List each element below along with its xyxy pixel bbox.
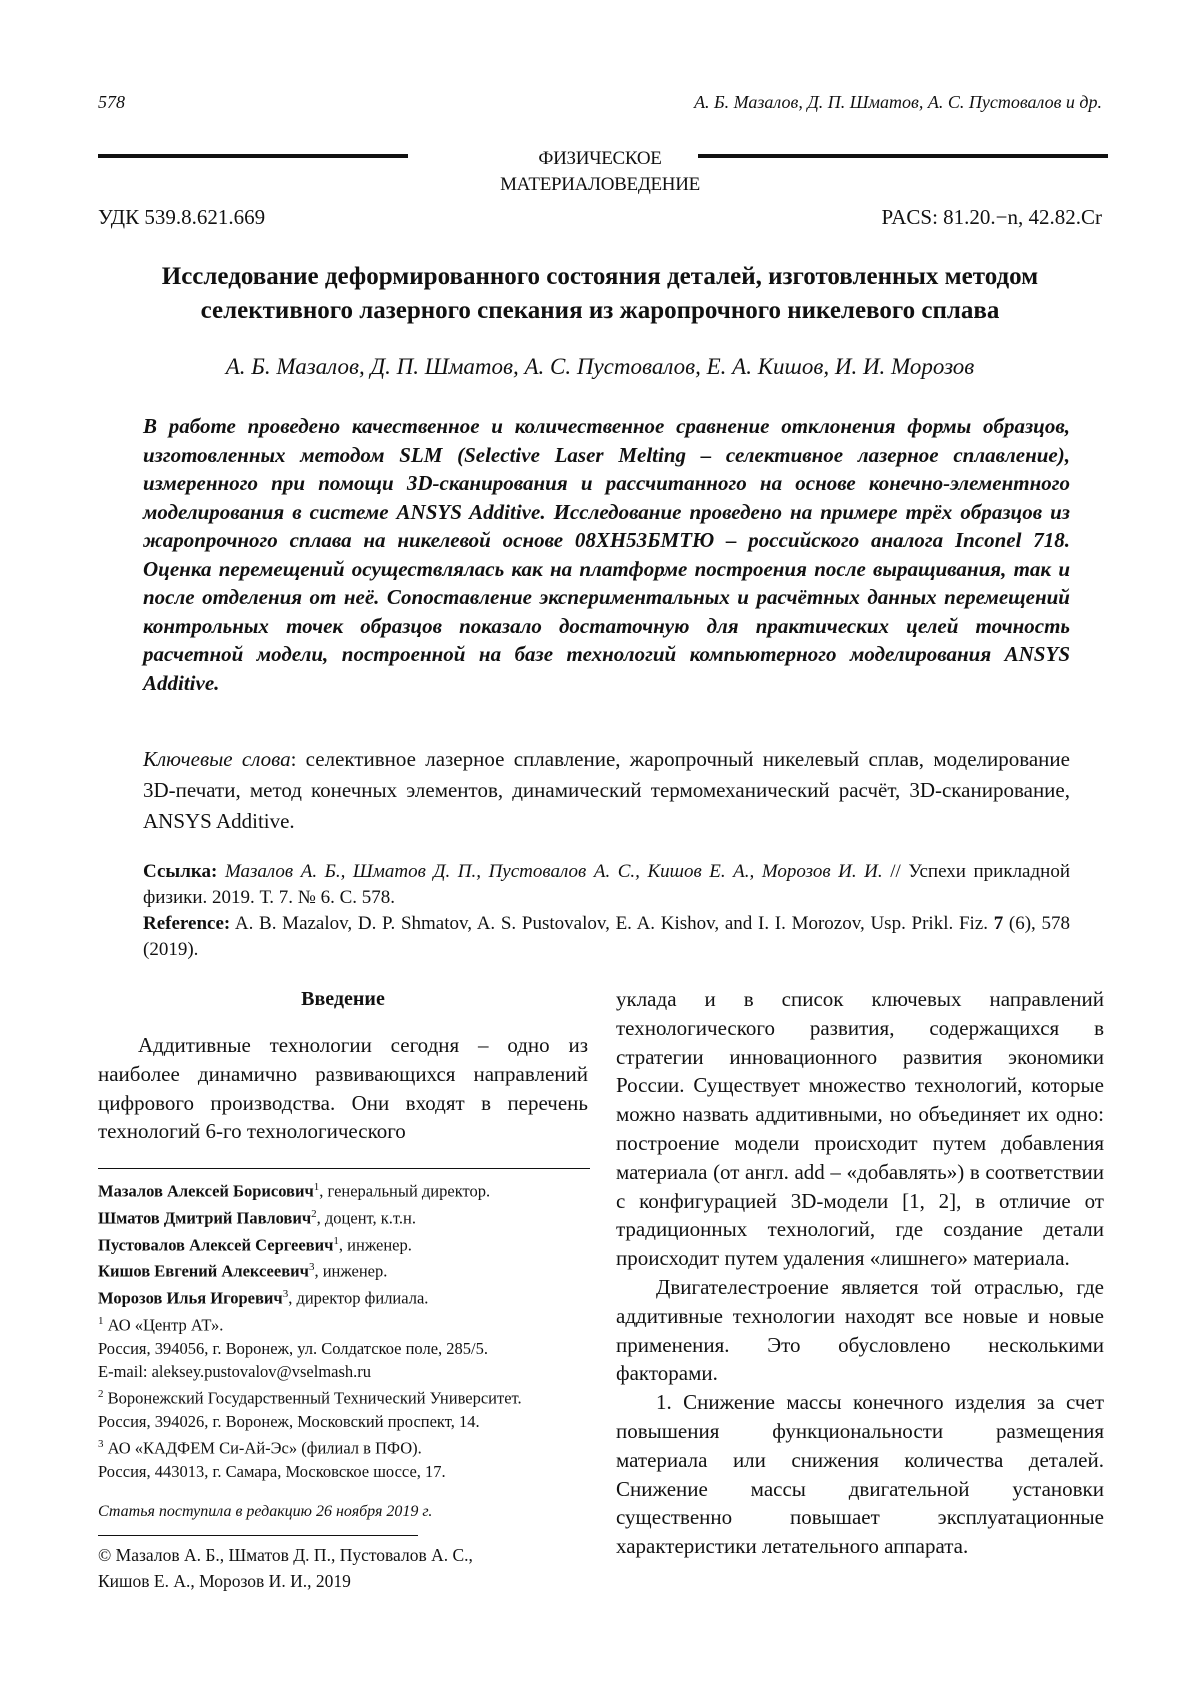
- author-footnote: [98, 1176, 588, 1484]
- affiliation-1-email: E-mail: aleksey.pustovalov@vselmash.ru: [98, 1362, 372, 1382]
- right-column: [616, 985, 1104, 1561]
- keywords: [143, 744, 1070, 837]
- running-head: А. Б. Мазалов, Д. П. Шматов, А. С. Пустовалов и др.: [694, 92, 1102, 112]
- reference-text-b: (6), 578 (2019).: [143, 913, 1071, 960]
- right-paragraph-2: Двигателестроение является той отраслью, где аддитивные технологии находят все новые и новые применения. Это обусловлено несколькими факторами.: [616, 1274, 1104, 1386]
- page-number: 578: [98, 92, 125, 112]
- title-line-1: Исследование деформированного состояния деталей, изготовленных методом: [161, 263, 1039, 290]
- citation-block: [143, 859, 1070, 963]
- citation-source: // Успехи прикладной физики. 2019. Т. 7. № 6. С. 578.: [143, 861, 1070, 908]
- footnote-author-5: Морозов Илья Игоревич$^3$, директор филиала.: [98, 1288, 429, 1308]
- section-line-2: МАТЕРИАЛОВЕДЕНИЕ: [500, 174, 700, 195]
- keywords-text: : селективное лазерное сплавление, жаропрочный никелевый сплав, моделирование 3D-печати, метод конечных элементов, динамический термомеханический расчёт, 3D-сканирование, ANSYS Additive.: [143, 747, 1070, 833]
- right-paragraph-1: уклада и в список ключевых направлений технологического развития, содержащихся в стратегии инновационного развития экономики России. Существует множество технологий, которые можно назвать аддитивными, но объединяет их одно: построение модели происходит путем добавления материала (от англ. add – «добавлять») в соответствии с конфигурацией 3D-модели [1, 2], в отличие от традиционных технологий, где создание детали происходит путем удаления «лишнего» материала.: [616, 987, 1104, 1271]
- footnote-rule: [98, 1168, 590, 1169]
- citation-authors: Мазалов А. Б., Шматов Д. П., Пустовалов А. С., Кишов Е. А., Морозов И. И.: [224, 861, 883, 882]
- right-paragraph-3: 1. Снижение массы конечного изделия за счет повышения функциональности размещения материала или снижения количества деталей. Снижение массы двигательной установки существенно повышает эксплуатационные характеристики летательного аппарата.: [616, 1390, 1104, 1559]
- affiliation-2-address: Россия, 394026, г. Воронеж, Московский проспект, 14.: [98, 1412, 480, 1432]
- article-title: [90, 260, 1110, 328]
- citation-label: Ссылка:: [143, 861, 218, 882]
- intro-paragraph: Аддитивные технологии сегодня – одно из наиболее динамично развивающихся направлений цифрового производства. Они входят в перечень технологий 6-го технологического: [98, 1033, 588, 1144]
- abstract: В работе проведено качественное и количественное сравнение отклонения формы образцов, изготовленных методом SLM (Selective Laser Melting – селективное лазерное сплавление), измеренного при помощи 3D-сканирования и рассчитанного на основе конечно-элементного моделирования в системе ANSYS Additive. Исследование проведено на примере трёх образцов из жаропрочного сплава на никелевой основе 08ХН53БМТЮ – российского аналога Inconel 718. Оценка перемещений осуществлялась как на платформе построения после выращивания, так и после отделения от неё. Сопоставление экспериментальных и расчётных данных перемещений контрольных точек образцов показало достаточную для практических целей точность расчетной модели, построенной на базе технологий компьютерного моделирования ANSYS Additive.: [143, 414, 1070, 695]
- reference-label: Reference:: [143, 913, 231, 934]
- received-date: Статья поступила в редакцию 26 ноября 2019 г.: [98, 1503, 433, 1520]
- affiliation-1: $^1$ АО «Центр АТ».: [98, 1314, 224, 1335]
- keywords-label: Ключевые слова: [143, 747, 291, 771]
- affiliation-3: $^3$ АО «КАДФЕМ Си-Ай-Эс» (филиал в ПФО).: [98, 1438, 422, 1458]
- pacs-code: PACS: 81.20.−n, 42.82.Cr: [881, 205, 1102, 229]
- section-line-1: ФИЗИЧЕСКОЕ: [538, 148, 662, 169]
- affiliation-2: $^2$ Воронежский Государственный Технический Университет.: [98, 1388, 522, 1408]
- copyright-line-2: Кишов Е. А., Морозов И. И., 2019: [98, 1571, 351, 1591]
- citation-ru: [143, 859, 1070, 911]
- journal-section: [450, 146, 750, 198]
- copyright-line-1: © Мазалов А. Б., Шматов Д. П., Пустовалов А. С.,: [98, 1545, 473, 1565]
- footnote-author-2: Шматов Дмитрий Павлович$^2$, доцент, к.т.н.: [98, 1207, 416, 1228]
- title-line-2: селективного лазерного спекания из жаропрочного никелевого сплава: [200, 297, 1000, 324]
- left-column: [98, 1031, 588, 1146]
- affiliation-3-address: Россия, 443013, г. Самара, Московское шоссе, 17.: [98, 1462, 446, 1482]
- copyright: [98, 1542, 588, 1594]
- reference-text-a: A. B. Mazalov, D. P. Shmatov, A. S. Pustovalov, E. A. Kishov, and I. I. Morozov, Usp. Prikl. Fiz.: [230, 913, 994, 934]
- reference-volume: 7: [993, 913, 1004, 934]
- citation-en: [143, 911, 1070, 963]
- footnote-author-4: Кишов Евгений Алексеевич$^3$, инженер.: [98, 1261, 388, 1281]
- affiliation-1-address: Россия, 394056, г. Воронеж, ул. Солдатское поле, 285/5.: [98, 1338, 488, 1358]
- footnote-author-3: Пустовалов Алексей Сергеевич$^1$, инженер.: [98, 1234, 412, 1255]
- header-rule-left: [98, 154, 408, 158]
- header-rule-right: [698, 154, 1108, 158]
- footnote-author-1: Мазалов Алексей Борисович$^1$, генеральный директор.: [98, 1181, 491, 1201]
- udc-code: УДК 539.8.621.669: [98, 205, 266, 229]
- copyright-rule: [98, 1535, 418, 1536]
- intro-heading: Введение: [301, 988, 385, 1010]
- author-list: А. Б. Мазалов, Д. П. Шматов, А. С. Пустовалов, Е. А. Кишов, И. И. Морозов: [225, 354, 975, 379]
